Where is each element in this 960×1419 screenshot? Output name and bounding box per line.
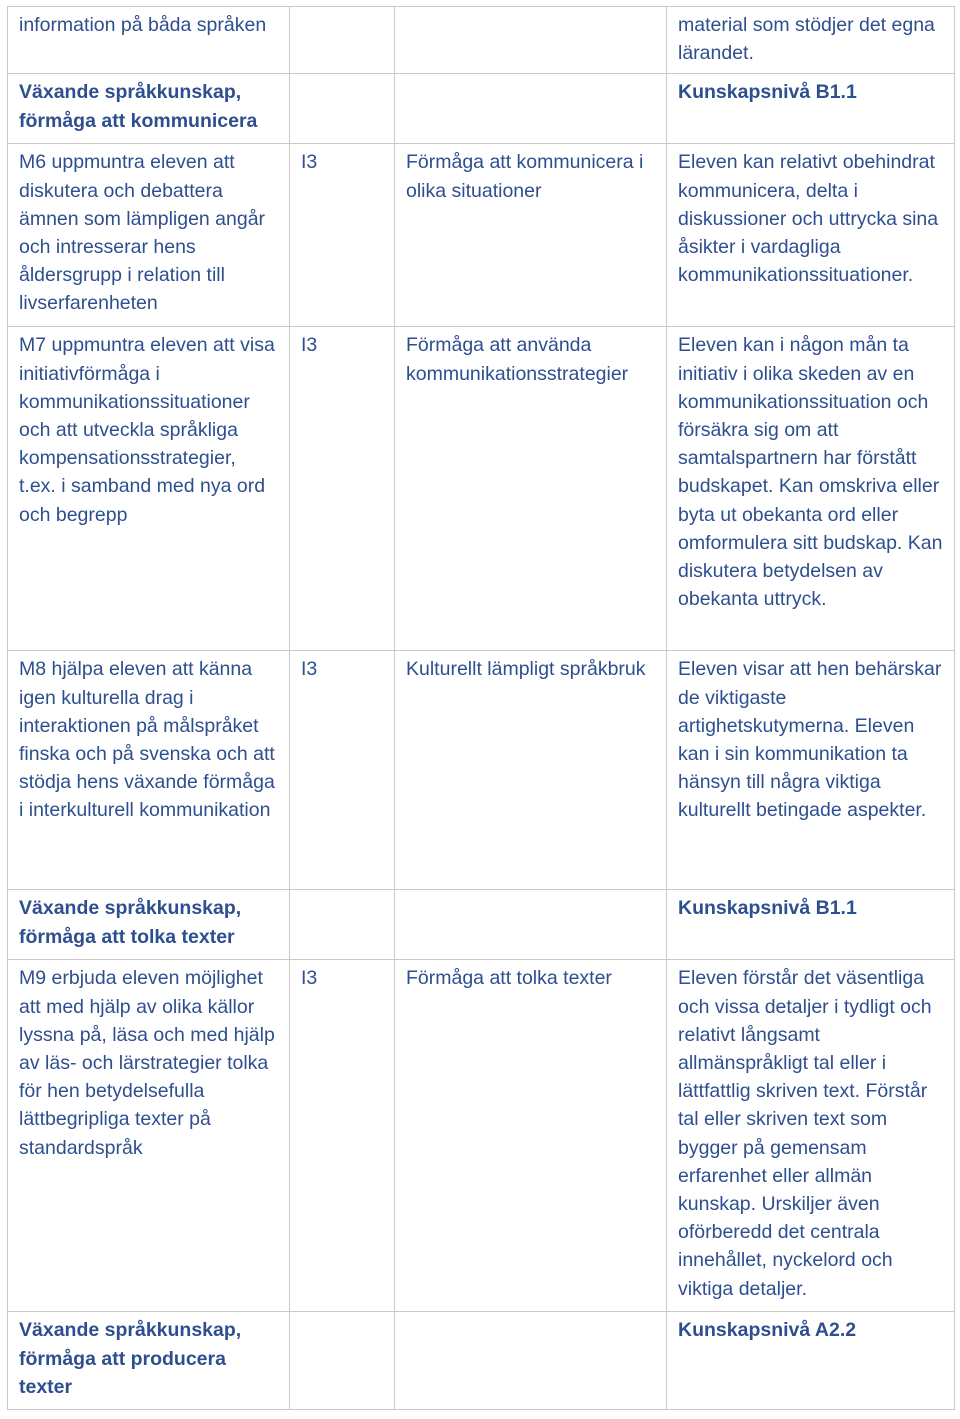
area-cell	[290, 7, 395, 74]
area-cell: I3	[290, 327, 395, 651]
table-row	[8, 144, 955, 327]
table-row	[8, 960, 955, 1312]
level-heading: Kunskapsnivå B1.1	[667, 890, 955, 960]
table-row	[8, 651, 955, 890]
level-heading: Kunskapsnivå B1.1	[667, 74, 955, 144]
content-cell: Förmåga att använda kommunikationsstrategier	[395, 327, 667, 651]
criterion-cell: Eleven visar att hen behärskar de viktigaste artighetskutymerna. Eleven kan i sin kommunikation ta hänsyn till några viktiga kulturellt betingade aspekter.	[667, 651, 955, 890]
content-cell	[395, 1312, 667, 1410]
area-cell: I3	[290, 651, 395, 890]
section-heading-row	[8, 890, 955, 960]
content-cell	[395, 74, 667, 144]
criterion-cell: Eleven förstår det väsentliga och vissa detaljer i tydligt och relativt långsamt allmänspråkligt tal eller i lättfattlig skriven text. Förstår tal eller skriven text som bygger på gemensam erfarenhet eller allmän kunskap. Urskiljer även oförberedd det centrala innehållet, nyckelord och viktiga detaljer.	[667, 960, 955, 1312]
goal-cell: M8 hjälpa eleven att känna igen kulturella drag i interaktionen på målspråket finska och på svenska och att stödja hens växande förmåga i interkulturell kommunikation	[8, 651, 290, 890]
area-cell	[290, 74, 395, 144]
goal-cell: M9 erbjuda eleven möjlighet att med hjälp av olika källor lyssna på, läsa och med hjälp av läs- och lärstrategier tolka för hen betydelsefulla lättbegripliga texter på standardspråk	[8, 960, 290, 1312]
content-cell	[395, 7, 667, 74]
criterion-cell: Eleven kan relativt obehindrat kommunicera, delta i diskussioner och uttrycka sina åsikter i vardagliga kommunikationssituationer.	[667, 144, 955, 327]
section-heading-row	[8, 1312, 955, 1410]
area-cell	[290, 1312, 395, 1410]
goal-cell: M7 uppmuntra eleven att visa initiativförmåga i kommunikationssituationer och att utveckla språkliga kompensationsstrategier, t.ex. i samband med nya ord och begrepp	[8, 327, 290, 651]
area-cell	[290, 890, 395, 960]
content-cell: Förmåga att kommunicera i olika situationer	[395, 144, 667, 327]
criterion-cell: material som stödjer det egna lärandet.	[667, 7, 955, 74]
content-cell	[395, 890, 667, 960]
goal-cell: information på båda språken	[8, 7, 290, 74]
table-row	[8, 7, 955, 74]
section-heading: Växande språkkunskap, förmåga att producera texter	[8, 1312, 290, 1410]
goal-cell: M6 uppmuntra eleven att diskutera och debattera ämnen som lämpligen angår och intresserar hens åldersgrupp i relation till livserfarenheten	[8, 144, 290, 327]
section-heading: Växande språkkunskap, förmåga att kommunicera	[8, 74, 290, 144]
area-cell: I3	[290, 960, 395, 1312]
table-row	[8, 327, 955, 651]
content-cell: Kulturellt lämpligt språkbruk	[395, 651, 667, 890]
section-heading-row	[8, 74, 955, 144]
content-cell: Förmåga att tolka texter	[395, 960, 667, 1312]
section-heading: Växande språkkunskap, förmåga att tolka texter	[8, 890, 290, 960]
level-heading: Kunskapsnivå A2.2	[667, 1312, 955, 1410]
area-cell: I3	[290, 144, 395, 327]
curriculum-table	[7, 6, 955, 1410]
criterion-cell: Eleven kan i någon mån ta initiativ i olika skeden av en kommunikationssituation och försäkra sig om att samtalspartnern har förstått budskapet. Kan omskriva eller byta ut obekanta ord eller omformulera sitt budskap. Kan diskutera betydelsen av obekanta uttryck.	[667, 327, 955, 651]
